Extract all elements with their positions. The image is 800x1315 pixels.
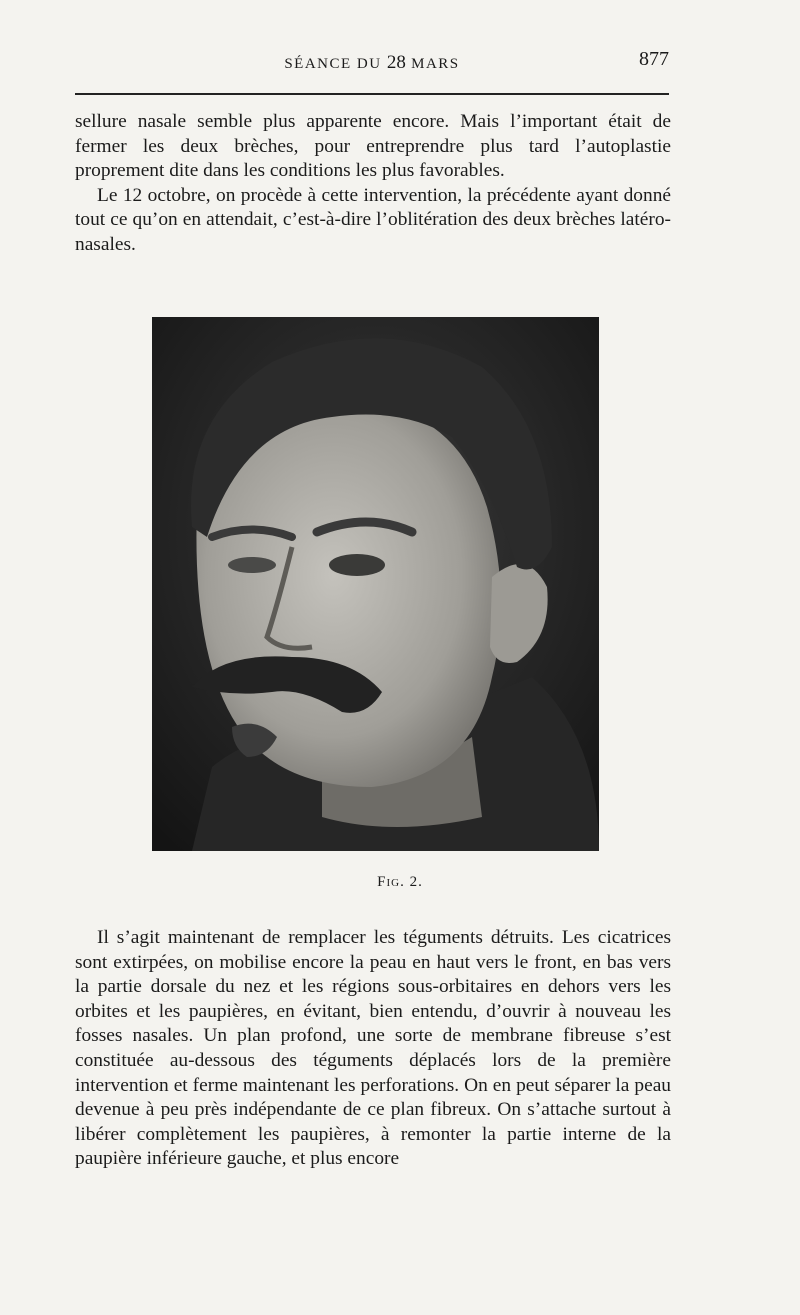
text-block-bottom <box>75 926 671 1172</box>
figure-caption: Fig. 2. <box>377 874 423 890</box>
running-title-prefix: SÉANCE DU <box>284 56 382 72</box>
header-rule <box>75 93 669 95</box>
paragraph-continuation: sellure nasale semble plus apparente encore. Mais l’important était de fermer les deux brèches, pour entreprendre plus tard l’autoplastie proprement dite dans les conditions les plus favorables. <box>75 111 671 182</box>
right-eye <box>329 554 385 576</box>
running-title-suffix: MARS <box>411 56 460 72</box>
left-eye <box>228 557 276 573</box>
running-title <box>75 52 669 74</box>
figure-portrait-photograph <box>152 317 599 851</box>
paragraph-il-s-agit: Il s’agit maintenant de remplacer les téguments détruits. Les cicatrices sont extirpées, on mobilise encore la peau en haut vers le front, en bas vers la partie dorsale du nez et les régions sous-orbitaires en dehors vers les orbites et les paupières, en évitant, bien entendu, d’ouvrir à nouveau les fosses nasales. Un plan profond, une sorte de membrane fibreuse s’est constituée au-dessous des téguments déplacés lors de la première intervention et ferme maintenant les perforations. On en peut séparer la peau devenue à peu près indépendante de ce plan fibreux. On s’attache surtout à libérer complètement les paupières, à remonter la partie interne de la paupière inférieure gauche, et plus encore <box>75 927 671 1170</box>
paragraph-le-12-octobre: Le 12 octobre, on procède à cette intervention, la précédente ayant donné tout ce qu’on en attendait, c’est-à-dire l’oblitération des deux brèches latéro-nasales. <box>75 184 671 255</box>
page-header <box>75 48 669 78</box>
portrait-image <box>152 317 599 851</box>
running-title-number: 28 <box>386 52 406 73</box>
text-block-top <box>75 110 671 258</box>
page-number: 877 <box>639 48 669 70</box>
